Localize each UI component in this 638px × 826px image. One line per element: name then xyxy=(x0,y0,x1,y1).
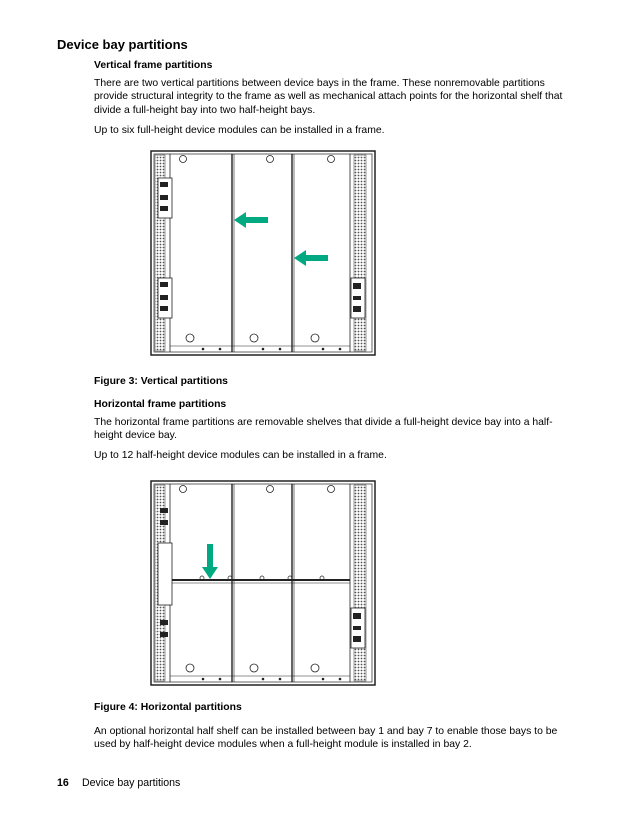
section-title: Device bay partitions xyxy=(57,37,188,52)
vertical-heading: Vertical frame partitions xyxy=(94,60,213,71)
closing-paragraph: An optional horizontal half shelf can be installed between bay 1 and bay 7 to enable those bays to be used by half-height device modules when a full-height module is installed in bay 2. xyxy=(94,726,558,751)
vertical-paragraph-2: Up to six full-height device modules can be installed in a frame. xyxy=(94,125,385,136)
page-number: 16 xyxy=(57,777,69,789)
figure-vertical-partitions xyxy=(150,150,376,356)
horizontal-paragraph-2: Up to 12 half-height device modules can be installed in a frame. xyxy=(94,450,387,461)
running-title: Device bay partitions xyxy=(82,777,181,789)
horizontal-paragraph-1: The horizontal frame partitions are removable shelves that divide a full-height device bay into a half-height device bay. xyxy=(94,417,553,442)
horizontal-heading: Horizontal frame partitions xyxy=(94,399,227,410)
vertical-paragraph-1: There are two vertical partitions between device bays in the frame. These nonremovable partitions provide structural integrity to the frame as well as mechanical attach points for the horizontal shelf that divide a full-height bay into two half-height bays. xyxy=(94,78,563,116)
figure-horizontal-partitions xyxy=(150,480,376,686)
figure-3-caption: Figure 3: Vertical partitions xyxy=(94,376,228,387)
figure-4-caption: Figure 4: Horizontal partitions xyxy=(94,702,242,713)
